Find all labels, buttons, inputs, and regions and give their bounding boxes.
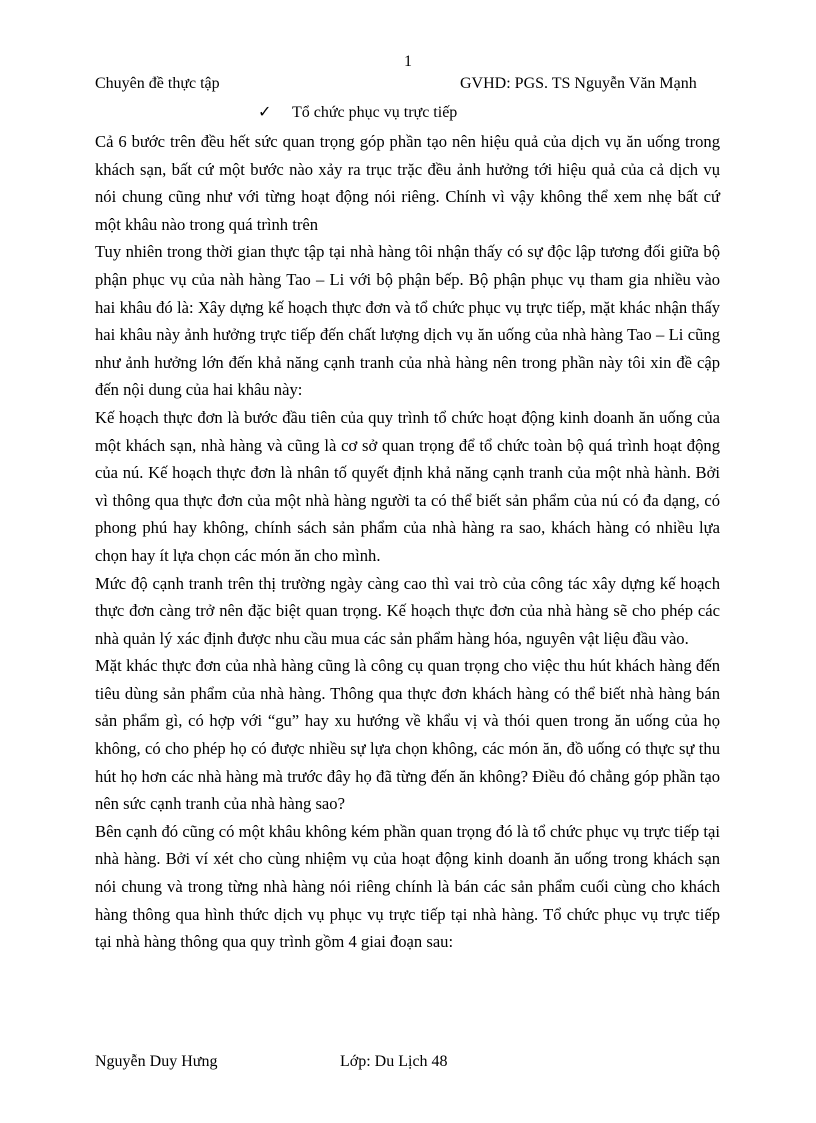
checkmark-icon: ✓ xyxy=(258,104,272,121)
paragraph: Tuy nhiên trong thời gian thực tập tại nhà hàng tôi nhận thấy có sự độc lập tương đối giữa bộ phận phục vụ của nàh hàng Tao – Li với bộ phận bếp. Bộ phận phục vụ tham gia nhiều vào hai khâu đó là: Xây dựng kế hoạch thực đơn và tổ chức phục vụ trực tiếp, mặt khác nhận thấy hai khâu này ảnh hưởng trực tiếp đến chất lượng dịch vụ ăn uống của nhà hàng Tao – Li cũng như ảnh hưởng lớn đến khả năng cạnh tranh của nhà hàng nên trong phần này tôi xin đề cập đến nội dung của hai khâu này: xyxy=(95,242,720,400)
paragraph: Mức độ cạnh tranh trên thị trường ngày càng cao thì vai trò của công tác xây dựng kế hoạch thực đơn càng trở nên đặc biệt quan trọng. Kế hoạch thực đơn của nhà hàng sẽ cho phép các nhà quản lý xác định được nhu cầu mua các sản phẩm hàng hóa, nguyên vật liệu đầu vào. xyxy=(95,573,720,648)
header-supervisor: GVHD: PGS. TS Nguyễn Văn Mạnh xyxy=(460,75,697,92)
page-number: 1 xyxy=(404,53,412,70)
section-title: Tổ chức phục vụ trực tiếp xyxy=(292,104,458,121)
footer-author: Nguyễn Duy Hưng xyxy=(95,1053,218,1070)
paragraph: Kế hoạch thực đơn là bước đầu tiên của quy trình tổ chức hoạt động kinh doanh ăn uống của một khách sạn, nhà hàng và cũng là cơ sở quan trọng để tổ chức toàn bộ quá trình hoạt động của nú. Kế hoạch thực đơn là nhân tố quyết định khả năng cạnh tranh của một nhà hành. Bởi vì thông qua thực đơn của một nhà hàng người ta có thể biết sản phẩm của nú có đa dạng, có phong phú hay không, chính sách sản phẩm của nhà hàng ra sao, khách hàng có nhiều lựa chọn hay ít lựa chọn các món ăn cho mình. xyxy=(95,407,720,565)
paragraph: Bên cạnh đó cũng có một khâu không kém phần quan trọng đó là tổ chức phục vụ trực tiếp tại nhà hàng. Bởi ví xét cho cùng nhiệm vụ của hoạt động kinh doanh ăn uống trong khách sạn nói chung và trong từng nhà hàng nói riêng chính là bán các sản phẩm cuối cùng cho khách hàng thông qua hình thức dịch vụ phục vụ trực tiếp tại nhà hàng. Tổ chức phục vụ trực tiếp tại nhà hàng thông qua quy trình gồm 4 giai đoạn sau: xyxy=(95,821,720,952)
paragraph: Mặt khác thực đơn của nhà hàng cũng là công cụ quan trọng cho việc thu hút khách hàng đến tiêu dùng sản phẩm của nhà hàng. Thông qua thực đơn khách hàng có thể biết nhà hàng bán sản phẩm gì, có hợp với “gu” hay xu hướng về khẩu vị và thói quen trong ăn uống của họ không, có cho phép họ có được nhiều sự lựa chọn không, các món ăn, đồ uống có thực sự thu hút họ hơn các nhà hàng mà trước đây họ đã từng đến ăn không? Điều đó chẳng góp phần tạo nên sức cạnh tranh của nhà hàng sao? xyxy=(95,656,720,814)
header-report-title: Chuyên đề thực tập xyxy=(95,75,220,92)
body-text xyxy=(95,128,720,956)
paragraph: Cả 6 bước trên đều hết sức quan trọng góp phần tạo nên hiệu quả của dịch vụ ăn uống trong khách sạn, bất cứ một bước nào xảy ra trục trặc đều ảnh hưởng tới hiệu quả của cả dịch vụ nói chung cũng như với từng hoạt động nói riêng. Chính vì vậy không thể xem nhẹ bất cứ một khâu nào trong quá trình trên xyxy=(95,132,720,234)
footer-class: Lớp: Du Lịch 48 xyxy=(340,1053,448,1070)
section-heading xyxy=(258,103,457,123)
